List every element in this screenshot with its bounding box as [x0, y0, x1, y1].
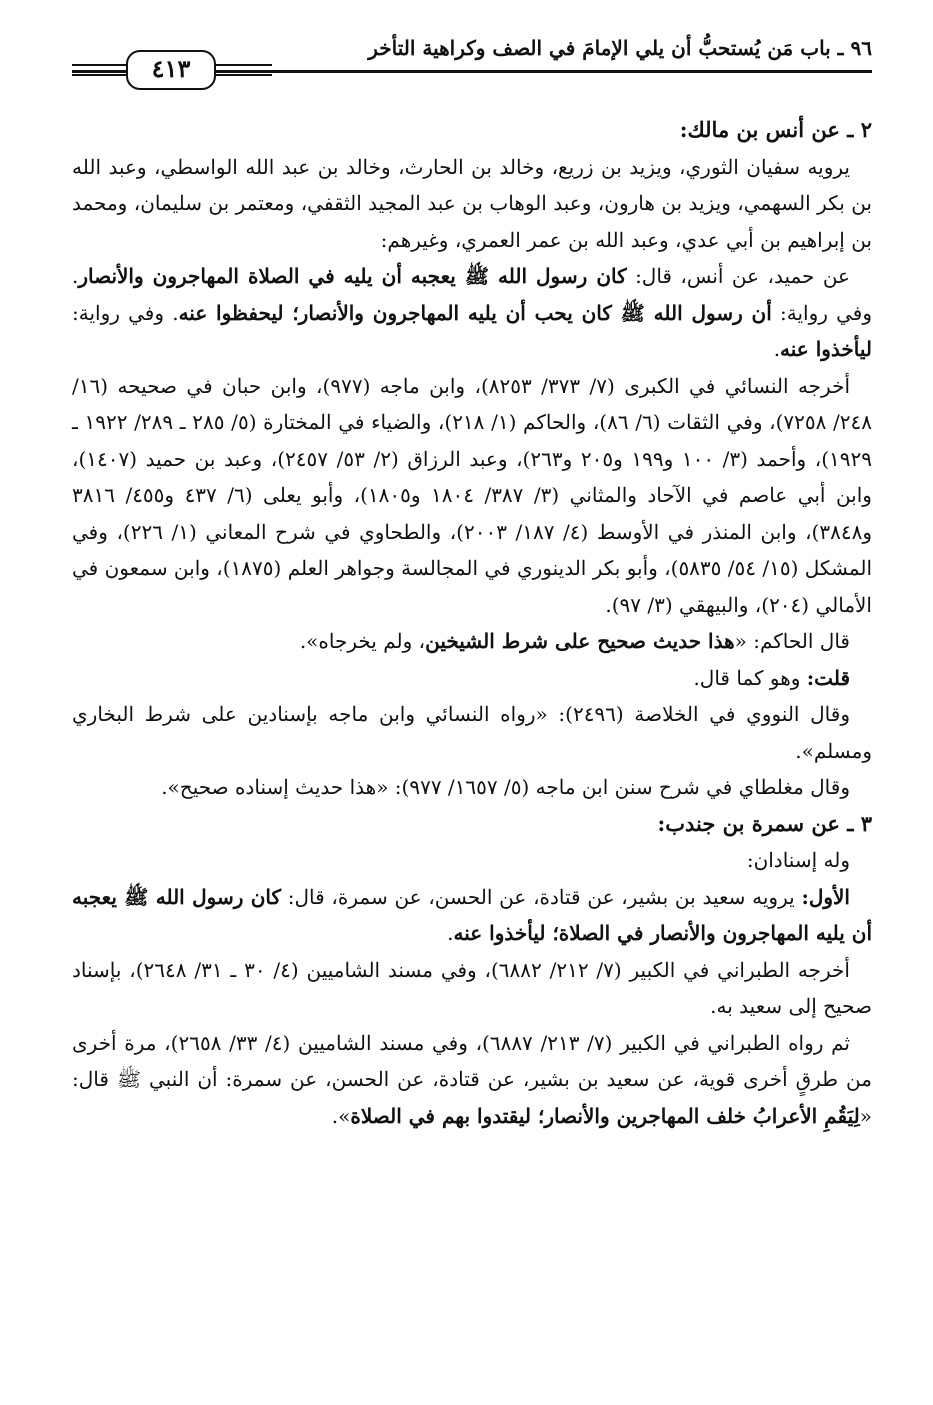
page-number-ornament [72, 48, 272, 88]
text: . وفي رواية: [72, 264, 872, 325]
paragraph-hadith-anas [72, 258, 872, 368]
ornament-lines-right [212, 64, 272, 76]
text: . [447, 921, 454, 945]
paragraph-qultu [72, 660, 872, 697]
page-number: ٤١٣ [126, 50, 216, 90]
text: ، ولم يخرجاه». [299, 629, 426, 653]
text: ». [331, 1103, 351, 1128]
paragraph-hakim [72, 623, 872, 660]
paragraph-takhrij-anas: أخرجه النسائي في الكبرى (٧/ ٣٧٣/ ٨٢٥٣)، وابن ماجه (٩٧٧)، وابن حبان في صحيحه (١٦/ ٢٤٨/ ٧٢٥٨)، وفي الثقات (٦/ ٨٦)، والحاكم (١/ ٢١٨)، والضياء في المختارة (٥/ ٢٨٥ ـ ٢٨٩/ ١٩٢٢ ـ ١٩٢٩)، وأحمد (٣/ ١٠٠ و١٩٩ و٢٠٥ و٢٦٣)، وعبد الرزاق (٢/ ٥٣/ ٢٤٥٧)، وعبد بن حميد (١٤٠٧)، وابن أبي عاصم في الآحاد والمثاني (٣/ ٣٨٧/ ١٨٠٤ و١٨٠٥)، وأبو يعلى (٦/ ٤٣٧ و٤٥٥/ ٣٨١٦ و٣٨٤٨)، وابن المنذر في الأوسط (٤/ ١٨٧/ ٢٠٠٣)، والطحاوي في شرح المعاني (١/ ٢٢٦)، وفي المشكل (١٥/ ٥٤/ ٥٨٣٥)، وأبو بكر الدينوري في المجالسة وجواهر العلم (١٨٧٥)، وابن سمعون في الأمالي (٢٠٤)، والبيهقي (٣/ ٩٧). [72, 373, 873, 617]
section-title-anas: ٢ ـ عن أنس بن مالك: [679, 117, 872, 142]
hadith-text: أن رسول الله ﷺ كان يحب أن يليه المهاجرون والأنصار؛ ليحفظوا عنه [178, 300, 772, 325]
label-first: الأول: [801, 884, 850, 909]
hadith-text: كان رسول الله ﷺ يعجبه أن يليه المهاجرون والأنصار في الصلاة؛ ليأخذوا عنه [72, 884, 872, 945]
page-body [72, 112, 872, 1134]
text: . وفي رواية: [72, 300, 179, 325]
label-qultu: قلت: [806, 665, 850, 690]
text: عن حميد، عن أنس، قال: [626, 264, 850, 288]
text: قال الحاكم: « [734, 629, 850, 653]
text: . [773, 337, 781, 361]
text: وهو كما قال. [693, 665, 807, 690]
hadith-text: لِيَقُمِ الأعرابُ خلف المهاجرين والأنصار؛ ليقتدوا بهم في الصلاة [350, 1103, 860, 1128]
paragraph-mughlatay: وقال مغلطاي في شرح سنن ابن ماجه (٥/ ١٦٥٧/ ٩٧٧): «هذا حديث إسناده صحيح». [161, 775, 850, 799]
paragraph-first-isnad [72, 879, 872, 952]
paragraph-narrators-anas: يرويه سفيان الثوري، ويزيد بن زريع، وخالد بن الحارث، وخالد بن عبد الله الواسطي، وعبد الله بن بكر السهمي، ويزيد بن هارون، وعبد الوهاب بن عبد المجيد الثقفي، ومعتمر بن سليمان، ومحمد بن إبراهيم بن أبي عدي، وعبد الله بن عمر العمري، وغيرهم: [72, 154, 872, 252]
text: يرويه سعيد بن بشير، عن قتادة، عن الحسن، عن سمرة، قال: [281, 884, 802, 909]
paragraph-takhrij-samura: أخرجه الطبراني في الكبير (٧/ ٢١٢/ ٦٨٨٢)، وفي مسند الشاميين (٤/ ٣٠ ـ ٣١/ ٢٦٤٨)، بإسناد صحيح إلى سعيد به. [72, 957, 872, 1018]
quote-bold: هذا حديث صحيح على شرط الشيخين [425, 629, 735, 653]
hadith-text: ليأخذوا عنه [780, 337, 872, 361]
ornament-lines-left [72, 64, 126, 76]
page-header [72, 30, 872, 84]
section-title-samura: ٣ ـ عن سمرة بن جندب: [657, 810, 872, 836]
text: ثم رواه الطبراني في الكبير (٧/ ٢١٣/ ٦٨٨٧)، وفي مسند الشاميين (٤/ ٣٣/ ٢٦٥٨)، مرة أخرى من طرقٍ أخرى قوية، عن سعيد بن بشير، عن قتادة، عن الحسن، عن سمرة: أن النبي ﷺ قال: « [72, 1030, 872, 1128]
running-title: ٩٦ ـ باب مَن يُستحبُّ أن يلي الإمامَ في الصف وكراهية التأخر [368, 36, 872, 60]
paragraph-nawawi: وقال النووي في الخلاصة (٢٤٩٦): «رواه النسائي وابن ماجه بإسنادين على شرط البخاري ومسلم». [72, 702, 872, 763]
hadith-text: كان رسول الله ﷺ يعجبه أن يليه في الصلاة المهاجرون والأنصار [78, 264, 627, 288]
paragraph-isnadan: وله إسنادان: [746, 848, 850, 872]
paragraph-tabarani [72, 1025, 872, 1135]
